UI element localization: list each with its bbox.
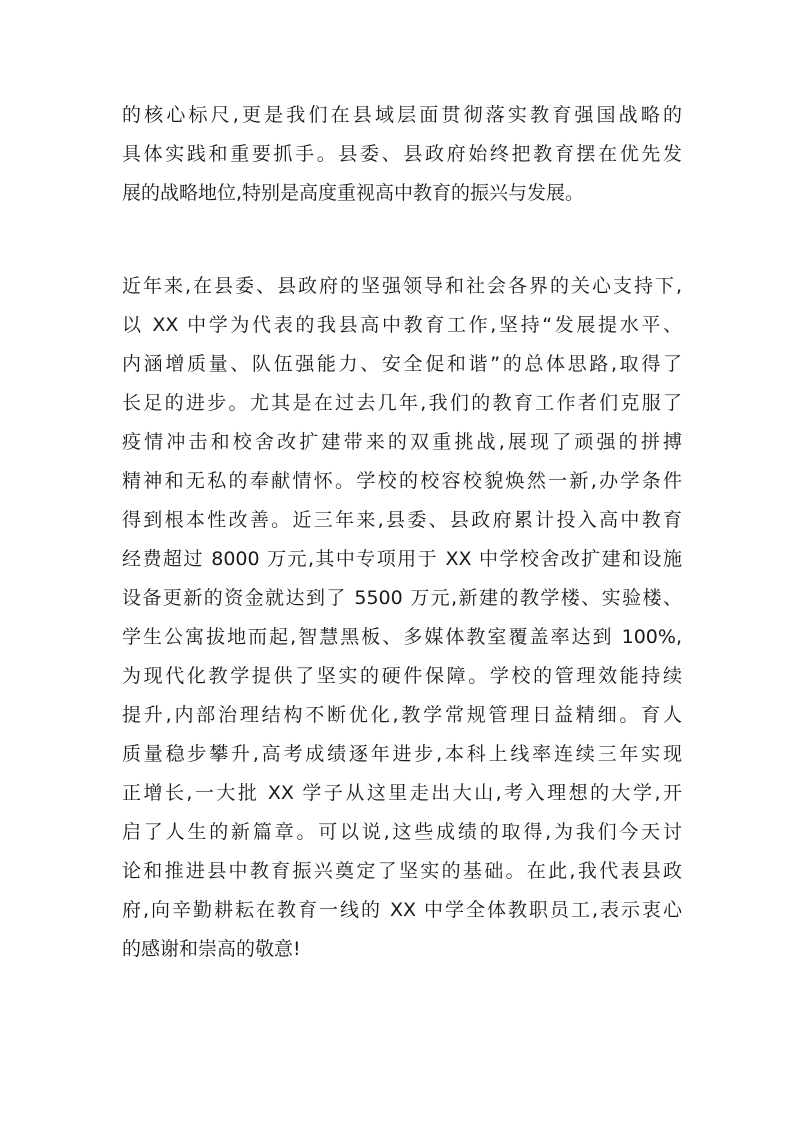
text-line: 提升,内部治理结构不断优化,教学常规管理日益精细。育人: [122, 704, 682, 726]
text-line: 具体实践和重要抓手。县委、县政府始终把教育摆在优先发: [122, 143, 682, 165]
text-line: 的感谢和崇高的敬意!: [122, 938, 301, 960]
text-line: 得到根本性改善。近三年来,县委、县政府累计投入高中教育: [122, 509, 682, 531]
text-line: 经费超过 8000 万元,其中专项用于 XX 中学校舍改扩建和设施: [122, 548, 682, 570]
text-line: 内涵增质量、队伍强能力、安全促和谐”的总体思路,取得了: [122, 353, 682, 375]
text-line: 为现代化教学提供了坚实的硬件保障。学校的管理效能持续: [122, 665, 682, 687]
text-line: 质量稳步攀升,高考成绩逐年进步,本科上线率连续三年实现: [122, 743, 682, 765]
text-line: 以 XX 中学为代表的我县高中教育工作,坚持“发展提水平、: [122, 314, 682, 336]
text-line: 的核心标尺,更是我们在县域层面贯彻落实教育强国战略的: [122, 104, 682, 126]
text-line: 设备更新的资金就达到了 5500 万元,新建的教学楼、实验楼、: [122, 587, 682, 609]
text-line: 论和推进县中教育振兴奠定了坚实的基础。在此,我代表县政: [122, 860, 682, 882]
text-line: 精神和无私的奉献情怀。学校的校容校貌焕然一新,办学条件: [122, 470, 682, 492]
text-line: 学生公寓拔地而起,智慧黑板、多媒体教室覆盖率达到 100%,: [122, 626, 682, 648]
text-line: 近年来,在县委、县政府的坚强领导和社会各界的关心支持下,: [122, 275, 682, 297]
text-line: 启了人生的新篇章。可以说,这些成绩的取得,为我们今天讨: [122, 821, 682, 843]
text-line: 府,向辛勤耕耘在教育一线的 XX 中学全体教职员工,表示衷心: [122, 899, 682, 921]
text-line: 疫情冲击和校舍改扩建带来的双重挑战,展现了顽强的拼搏: [122, 431, 682, 453]
text-line: 正增长,一大批 XX 学子从这里走出大山,考入理想的大学,开: [122, 782, 682, 804]
text-line: 长足的进步。尤其是在过去几年,我们的教育工作者们克服了: [122, 392, 682, 414]
text-line: 展的战略地位,特别是高度重视高中教育的振兴与发展。: [122, 182, 585, 204]
